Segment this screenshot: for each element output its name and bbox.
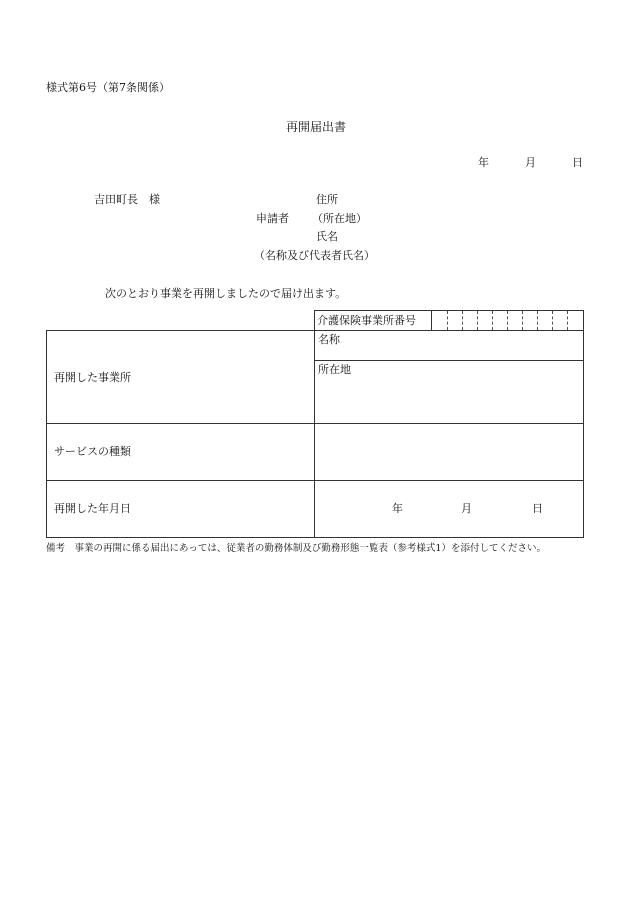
applicant-address-sub-label: （所在地）	[312, 212, 367, 225]
applicant-label: 申請者	[256, 212, 289, 225]
resumed-date-label: 再開した年月日	[54, 502, 131, 515]
location-field-label: 所在地	[318, 363, 351, 376]
office-number-label: 介護保険事業所番号	[317, 314, 416, 327]
service-type-label: サービスの種類	[54, 445, 131, 458]
date-year-label: 年	[478, 156, 489, 169]
statement-text: 次のとおり事業を再開しましたので届け出ます。	[105, 287, 347, 300]
remarks-text: 備考 事業の再開に係る届出にあっては、従業者の勤務体制及び勤務形態一覧表（参考様式1）を添付してください。	[46, 543, 546, 554]
applicant-address-label: 住所	[316, 193, 338, 206]
resumed-month-label: 月	[461, 502, 472, 515]
date-month-label: 月	[525, 156, 536, 169]
resumed-day-label: 日	[532, 502, 543, 515]
applicant-name-sub-label: （名称及び代表者氏名）	[254, 249, 375, 262]
applicant-name-label: 氏名	[316, 230, 338, 243]
form-number: 様式第6号（第7条関係）	[46, 81, 170, 94]
addressee: 吉田町長 様	[94, 193, 160, 206]
name-field-label: 名称	[318, 333, 340, 346]
resumed-year-label: 年	[392, 502, 403, 515]
page-title: 再開届出書	[286, 120, 347, 134]
resumed-office-label: 再開した事業所	[54, 371, 131, 384]
date-day-label: 日	[572, 156, 583, 169]
